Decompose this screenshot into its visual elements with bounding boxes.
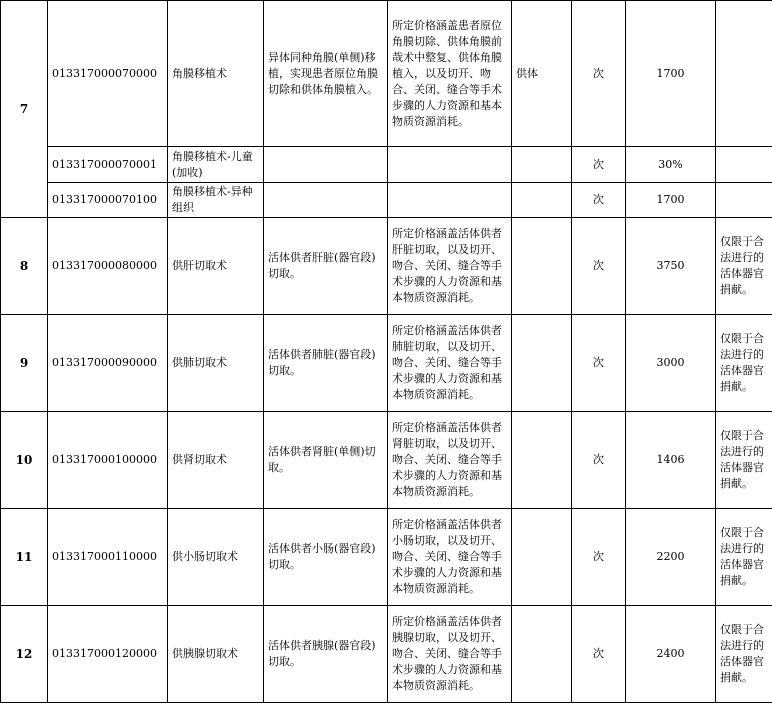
item-note: 仅限于合法进行的活体器官捐献。 [716, 606, 772, 703]
item-name: 供肾切取术 [168, 412, 264, 509]
item-name: 供小肠切取术 [168, 509, 264, 606]
item-connotation [264, 147, 388, 183]
item-content: 所定价格涵盖活体供者肾脏切取，以及切开、吻合、关闭、缝合等手术步骤的人力资源和基本物质资源消耗。 [388, 412, 512, 509]
item-excluded [512, 412, 572, 509]
item-note: 仅限于合法进行的活体器官捐献。 [716, 412, 772, 509]
item-content [388, 183, 512, 218]
item-unit: 次 [572, 315, 626, 412]
item-unit: 次 [572, 183, 626, 218]
item-excluded: 供体 [512, 1, 572, 147]
row-seq: 7 [1, 1, 48, 218]
item-price: 1700 [626, 1, 716, 147]
row-seq: 12 [1, 606, 48, 703]
item-note [716, 1, 772, 147]
item-excluded [512, 147, 572, 183]
table-row [1, 315, 772, 412]
item-content [388, 147, 512, 183]
item-name: 角膜移植术 [168, 1, 264, 147]
row-seq: 8 [1, 218, 48, 315]
item-unit: 次 [572, 412, 626, 509]
row-seq: 9 [1, 315, 48, 412]
item-connotation: 活体供者肺脏(器官段)切取。 [264, 315, 388, 412]
item-content: 所定价格涵盖患者原位角膜切除、供体角膜前哉术中整复、供体角膜植入，以及切开、吻合、关闭、缝合等手术步骤的人力资源和基本物质资源消耗。 [388, 1, 512, 147]
item-price: 30% [626, 147, 716, 183]
item-code: 013317000110000 [48, 509, 168, 606]
item-excluded [512, 509, 572, 606]
item-name: 角膜移植术-儿童(加收) [168, 147, 264, 183]
item-connotation: 活体供者肝脏(器官段)切取。 [264, 218, 388, 315]
item-price: 3000 [626, 315, 716, 412]
item-code: 013317000080000 [48, 218, 168, 315]
item-price: 2200 [626, 509, 716, 606]
item-excluded [512, 606, 572, 703]
table-row [1, 606, 772, 703]
item-note: 仅限于合法进行的活体器官捐献。 [716, 315, 772, 412]
table-row [1, 1, 772, 147]
item-connotation [264, 183, 388, 218]
table-row [1, 509, 772, 606]
item-note [716, 147, 772, 183]
item-unit: 次 [572, 509, 626, 606]
item-unit: 次 [572, 147, 626, 183]
item-name: 角膜移植术-异种组织 [168, 183, 264, 218]
item-code: 013317000090000 [48, 315, 168, 412]
item-note: 仅限于合法进行的活体器官捐献。 [716, 509, 772, 606]
item-name: 供胰腺切取术 [168, 606, 264, 703]
item-code: 013317000120000 [48, 606, 168, 703]
item-content: 所定价格涵盖活体供者肺脏切取，以及切开、吻合、关闭、缝合等手术步骤的人力资源和基本物质资源消耗。 [388, 315, 512, 412]
item-note: 仅限于合法进行的活体器官捐献。 [716, 218, 772, 315]
item-content: 所定价格涵盖活体供者胰腺切取，以及切开、吻合、关闭、缝合等手术步骤的人力资源和基本物质资源消耗。 [388, 606, 512, 703]
table-row [1, 218, 772, 315]
item-unit: 次 [572, 1, 626, 147]
table-row [1, 412, 772, 509]
item-content: 所定价格涵盖活体供者小肠切取，以及切开、吻合、关闭、缝合等手术步骤的人力资源和基本物质资源消耗。 [388, 509, 512, 606]
item-name: 供肝切取术 [168, 218, 264, 315]
item-unit: 次 [572, 218, 626, 315]
item-code: 013317000070001 [48, 147, 168, 183]
table-row [1, 183, 772, 218]
item-connotation: 活体供者肾脏(单侧)切取。 [264, 412, 388, 509]
row-seq: 10 [1, 412, 48, 509]
table-row [1, 147, 772, 183]
item-content: 所定价格涵盖活体供者肝脏切取，以及切开、吻合、关闭、缝合等手术步骤的人力资源和基本物质资源消耗。 [388, 218, 512, 315]
item-code: 013317000100000 [48, 412, 168, 509]
item-code: 013317000070100 [48, 183, 168, 218]
item-price: 1700 [626, 183, 716, 218]
item-excluded [512, 183, 572, 218]
item-price: 1406 [626, 412, 716, 509]
item-note [716, 183, 772, 218]
item-price: 3750 [626, 218, 716, 315]
item-unit: 次 [572, 606, 626, 703]
item-price: 2400 [626, 606, 716, 703]
item-excluded [512, 218, 572, 315]
item-name: 供肺切取术 [168, 315, 264, 412]
item-connotation: 异体同种角膜(单侧)移植，实现患者原位角膜切除和供体角膜植入。 [264, 1, 388, 147]
row-seq: 11 [1, 509, 48, 606]
item-connotation: 活体供者小肠(器官段)切取。 [264, 509, 388, 606]
item-connotation: 活体供者胰腺(器官段)切取。 [264, 606, 388, 703]
item-code: 013317000070000 [48, 1, 168, 147]
item-excluded [512, 315, 572, 412]
